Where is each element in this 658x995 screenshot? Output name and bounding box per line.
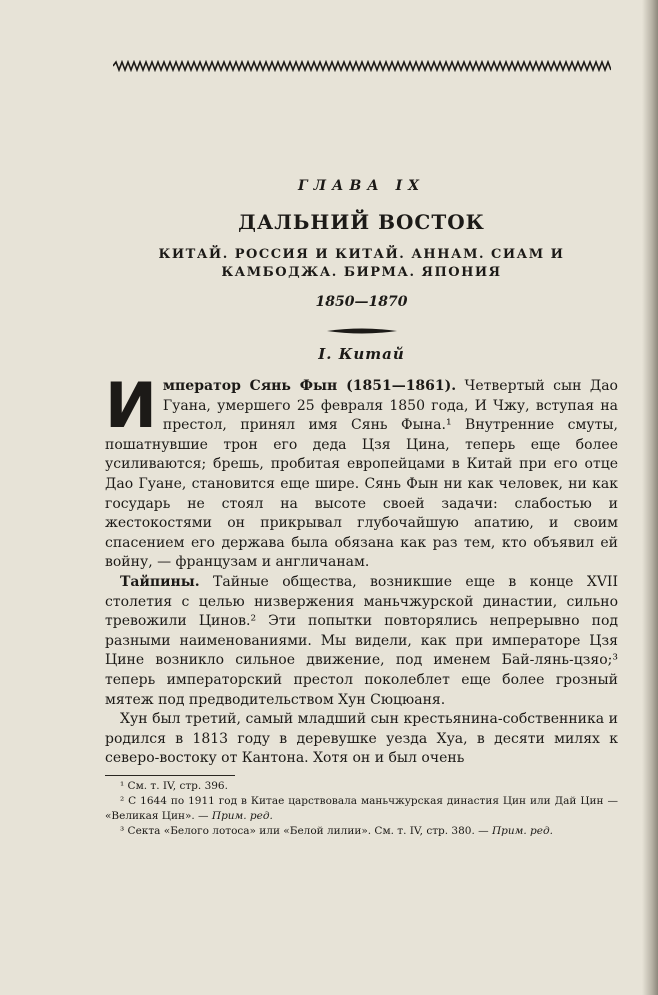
- paragraph-1: [105, 369, 618, 573]
- paragraph-lead: мператор Сянь Фын (1851—1861).: [162, 378, 457, 394]
- chapter-years: 1850—1870: [315, 294, 408, 310]
- footnote-text: ³ Секта «Белого лотоса» или «Белой лилии». См. т. IV, стр. 380. —: [120, 824, 492, 837]
- chapter-title: ДАЛЬНИЙ ВОСТОК: [238, 210, 485, 234]
- page-edge-shadow: [642, 0, 658, 995]
- body-text: [105, 369, 618, 769]
- footnote-3: [105, 824, 618, 839]
- footnote-1: ¹ См. т. IV, стр. 396.: [120, 779, 228, 792]
- paragraph-text: Четвертый сын Дао Гуана, умершего 25 февраля 1850 года, И Чжу, вступая на престол, принял имя Сянь Фына.¹ Внутренние смуты, пошатнувшие трон его деда Цзя Цина, теперь еще более усиливаются; брешь, пробитая европейцами в Китай при его отце Дао Гуане, становится еще шире. Сянь Фын ни как человек, ни как государь не стоял на высоте своей задачи: слабостью и жестокостями он прикрывал глубочайшую апатию, и своим спасением его держава была обязана как раз тем, кто объявил ей войну, — французам и англичанам.: [105, 378, 618, 571]
- divider-ornament: [327, 327, 397, 335]
- paragraph-2: [105, 573, 618, 710]
- paragraph-text: Хун был третий, самый младший сын крестьянина-собственника и родился в 1813 году в деревушке уезда Хуа, в десяти милях к северо-востоку от Кантона. Хотя он и был очень: [105, 711, 618, 767]
- chapter-subtitle: КИТАЙ. РОССИЯ И КИТАЙ. АННАМ. СИАМ И КАМБОДЖА. БИРМА. ЯПОНИЯ: [158, 247, 565, 280]
- footnote-text: ² С 1644 по 1911 год в Китае царствовала маньчжурская династия Цин или Дай Цин — «Великая Цин». —: [105, 794, 618, 822]
- footnote-editor-note: Прим. ред.: [492, 824, 553, 837]
- wavy-rule-ornament: [113, 60, 611, 72]
- footnote-rule: [105, 775, 235, 776]
- footnotes: [105, 779, 618, 839]
- page-content: [105, 60, 618, 839]
- paragraph-3: [105, 710, 618, 769]
- chapter-label: ГЛАВА IX: [298, 178, 425, 194]
- paragraph-text: Тайные общества, возникшие еще в конце XVII столетия с целью низвержения маньчжурской династии, сильно тревожили Цинов.² Эти попытки повторялись непрерывно под разными наименованиями. Мы видели, как при императоре Цзя Цине возникло сильное движение, под именем Бай-лянь-цзяо;³ теперь императорский престол поколеблет еще более грозный мятеж под предводительством Хун Сюцюаня.: [105, 573, 618, 708]
- drop-cap: И: [105, 369, 157, 442]
- footnote-editor-note: Прим. ред.: [211, 809, 273, 822]
- section-title: I. Китай: [318, 345, 405, 363]
- paragraph-lead: Тайпины.: [120, 573, 200, 590]
- footnote-2: [105, 794, 618, 824]
